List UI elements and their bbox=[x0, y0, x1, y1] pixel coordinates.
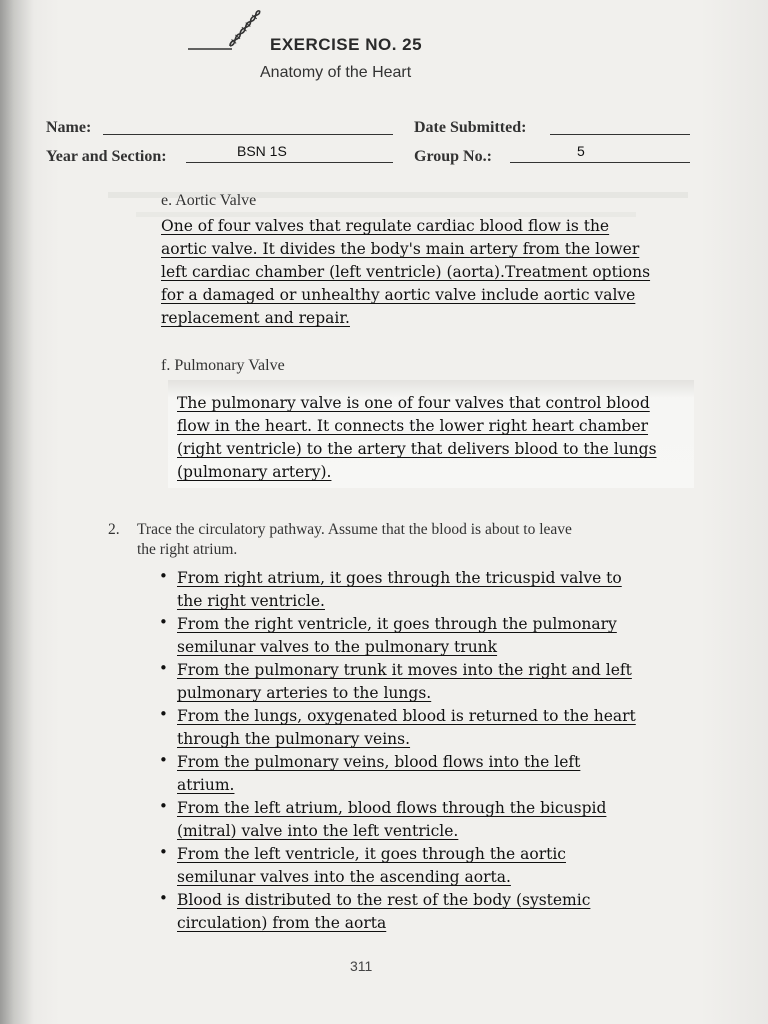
name-label: Name: bbox=[46, 119, 92, 136]
answer-line: From the right ventricle, it goes through the pulmonary bbox=[177, 615, 617, 633]
question-2-prompt bbox=[137, 520, 697, 560]
group-field[interactable]: 5 bbox=[577, 143, 585, 159]
bullet-icon: • bbox=[159, 797, 168, 815]
question-line: Trace the circulatory pathway. Assume that the blood is about to leave bbox=[137, 521, 572, 538]
answer-line: for a damaged or unhealthy aortic valve include aortic valve bbox=[161, 286, 636, 304]
bullet-icon: • bbox=[159, 613, 168, 631]
answer-line: Blood is distributed to the rest of the body (systemic bbox=[177, 891, 591, 909]
section-e-answer bbox=[161, 215, 692, 330]
exercise-title: EXERCISE NO. 25 bbox=[270, 35, 423, 54]
date-submitted-label: Date Submitted: bbox=[414, 119, 527, 136]
question-line: the right atrium. bbox=[137, 541, 238, 558]
list-item bbox=[159, 567, 676, 613]
answer-line: semilunar valves to the pulmonary trunk bbox=[177, 638, 498, 656]
group-label: Group No.: bbox=[414, 148, 492, 165]
list-item bbox=[159, 843, 676, 889]
answer-line: One of four valves that regulate cardiac blood flow is the bbox=[161, 217, 610, 235]
section-f-label: f. Pulmonary Valve bbox=[161, 357, 285, 374]
bullet-icon: • bbox=[159, 659, 168, 677]
answer-line: From the pulmonary trunk it moves into the right and left bbox=[177, 661, 632, 679]
answer-line: From the lungs, oxygenated blood is returned to the heart bbox=[177, 707, 636, 725]
answer-line: semilunar valves into the ascending aorta. bbox=[177, 868, 511, 886]
answer-line: From the left ventricle, it goes through the aortic bbox=[177, 845, 566, 863]
answer-line: left cardiac chamber (left ventricle) (aorta).Treatment options bbox=[161, 263, 651, 281]
year-section-field-line[interactable] bbox=[186, 162, 393, 163]
answer-line: From the pulmonary veins, blood flows into the left bbox=[177, 753, 581, 771]
list-item bbox=[159, 751, 676, 797]
answer-line: aortic valve. It divides the body's main artery from the lower bbox=[161, 240, 640, 258]
answer-line: replacement and repair. bbox=[161, 309, 350, 327]
bullet-icon: • bbox=[159, 705, 168, 723]
question-2-number: 2. bbox=[108, 521, 120, 538]
section-f-answer bbox=[177, 392, 708, 484]
bullet-icon: • bbox=[159, 889, 168, 907]
answer-line: flow in the heart. It connects the lower right heart chamber bbox=[177, 417, 649, 435]
answer-line: through the pulmonary veins. bbox=[177, 730, 411, 748]
list-item bbox=[159, 797, 676, 843]
answer-line: The pulmonary valve is one of four valves that control blood bbox=[177, 394, 650, 412]
answer-line: circulation) from the aorta bbox=[177, 914, 387, 932]
list-item bbox=[159, 705, 676, 751]
bullet-icon: • bbox=[159, 751, 168, 769]
list-item bbox=[159, 889, 676, 935]
answer-line: the right ventricle. bbox=[177, 592, 325, 610]
list-item bbox=[159, 659, 676, 705]
answer-line: (mitral) valve into the left ventricle. bbox=[177, 822, 459, 840]
answer-line: From right atrium, it goes through the tricuspid valve to bbox=[177, 569, 622, 587]
section-e-label: e. Aortic Valve bbox=[161, 192, 257, 209]
group-field-line[interactable] bbox=[510, 162, 690, 163]
answer-line: pulmonary arteries to the lungs. bbox=[177, 684, 432, 702]
answer-line: atrium. bbox=[177, 776, 235, 794]
exercise-subtitle: Anatomy of the Heart bbox=[260, 64, 412, 81]
name-field-line[interactable] bbox=[103, 134, 393, 135]
page-number: 311 bbox=[350, 958, 373, 974]
year-section-field[interactable]: BSN 1S bbox=[237, 143, 287, 159]
answer-line: (pulmonary artery). bbox=[177, 463, 332, 481]
bullet-icon: • bbox=[159, 843, 168, 861]
bullet-icon: • bbox=[159, 567, 168, 585]
year-section-label: Year and Section: bbox=[46, 148, 167, 165]
answer-line: (right ventricle) to the artery that delivers blood to the lungs bbox=[177, 440, 657, 458]
list-item bbox=[159, 613, 676, 659]
circulation-steps-list bbox=[159, 567, 676, 935]
date-field-line[interactable] bbox=[550, 134, 690, 135]
dna-pen-icon bbox=[186, 6, 272, 54]
answer-line: From the left atrium, blood flows through the bicuspid bbox=[177, 799, 607, 817]
